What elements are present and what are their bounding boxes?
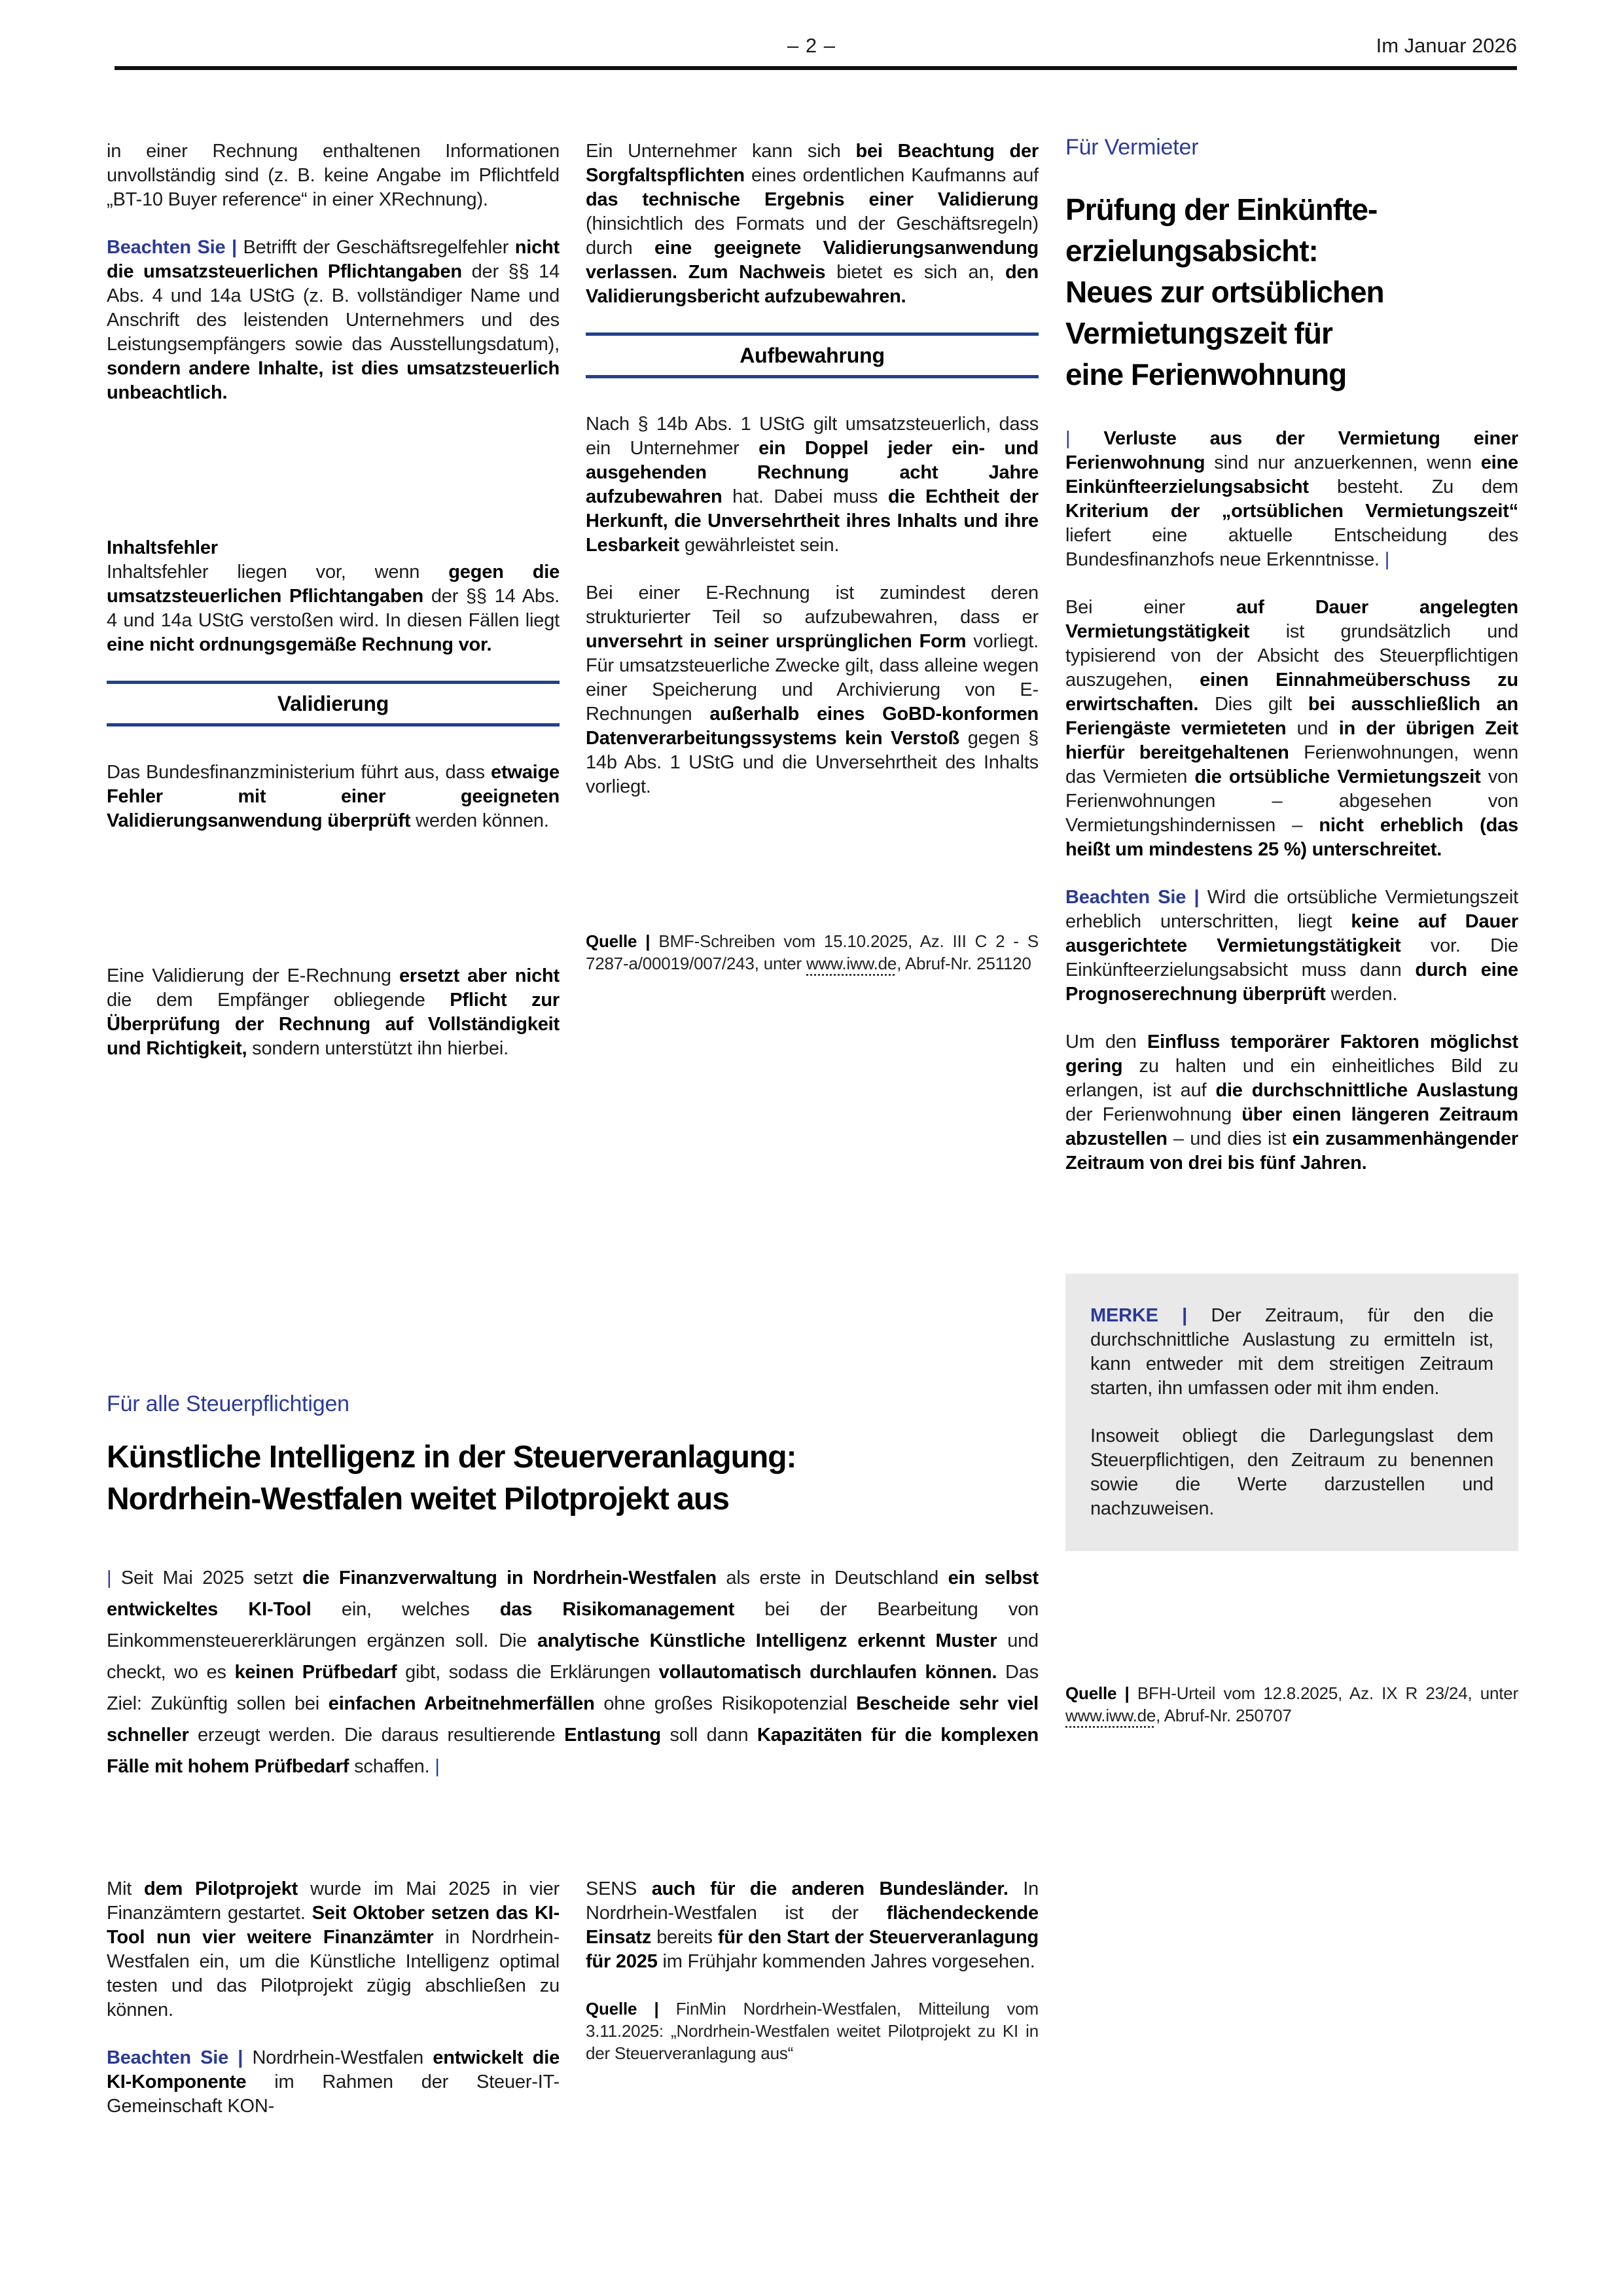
text-run: vollautomatisch durchlaufen können. <box>658 1662 1006 1683</box>
text-run: in der übrigen Zeit hierfür bereitgehaltenen <box>1065 718 1518 763</box>
text-run: entwickelt die KI-Komponente <box>107 2047 560 2092</box>
text-run: eines ordentlichen Kaufmanns auf <box>751 165 1039 186</box>
text-run: werden. <box>1330 984 1398 1005</box>
text-run: vor. Die Einkünfteerzielungsabsicht muss dann <box>1065 935 1518 980</box>
text-run: analytische Künstliche Intelligenz erkennt Muster <box>537 1630 1008 1651</box>
text-run: im Rahmen der Steuer-IT-Gemeinschaft KON- <box>107 2072 560 2117</box>
text-run: ein zusammenhängender Zeitraum von drei bis fünf Jahren. <box>1065 1128 1518 1174</box>
text-run: Einfluss temporärer Faktoren möglichst gering <box>1065 1031 1518 1077</box>
text-run: Seit Mai 2025 setzt <box>120 1568 303 1588</box>
text-run: Verluste aus der Vermietung einer Ferienwohnung <box>1065 428 1518 473</box>
text-run: Ferienwohnungen, wenn das Vermieten <box>1065 742 1518 787</box>
text-run: bei der Bearbeitung von Einkommensteuererklärungen ergänzen soll. Die <box>107 1599 1039 1651</box>
text-run: BMF-Schreiben vom 15.10.2025, Az. III C 2 - S 7287-a/00019/007/243, unter <box>586 931 1039 973</box>
source-line <box>1065 1682 1518 1727</box>
text-run: auch für die anderen Bundesländer. <box>651 1878 1024 1899</box>
text-run: durch eine Prognoserechnung überprüft <box>1065 960 1518 1005</box>
keyword-label: Beachten Sie | <box>107 237 243 258</box>
text-run: der §§ 14 Abs. 4 und 14a UStG verstoßen wird. In diesen Fällen liegt <box>107 586 560 631</box>
text-run: gewährleistet sein. <box>684 535 840 556</box>
text-run: der §§ 14 Abs. 4 und 14a UStG (z. B. vollständiger Name und Anschrift des leistenden Unternehmers und des Leistungsempfängers sowie das Ausstellungsdatum), <box>107 261 560 355</box>
text-run: eine geeignete Validierungsanwendung verlassen. Zum Nachweis <box>586 238 1039 283</box>
text-run: Wird die ortsübliche Vermietungszeit erheblich unterschritten, liegt <box>1065 887 1519 932</box>
text-run: hat. Dabei muss <box>732 486 889 507</box>
text-run: Um den <box>1065 1031 1147 1052</box>
text-run: und <box>1296 718 1339 739</box>
paragraph <box>1065 596 1518 862</box>
text-run: besteht. Zu dem <box>1336 476 1518 497</box>
text-run: erzeugt werden. Die daraus resultierende <box>198 1725 565 1746</box>
text-run: nicht erheblich (das heißt um mindestens 25 %) unterschreitet. <box>1065 815 1518 860</box>
text-run: eine nicht ordnungsgemäße Rechnung vor. <box>107 634 492 655</box>
column-left <box>107 139 560 1085</box>
article-headline: Prüfung der Einkünfte- erzielungsabsicht: Neues zur ortsüblichen Vermietungszeit für eine Ferienwohnung <box>1065 192 1384 391</box>
text-run: unversehrt in seiner ursprünglichen Form <box>586 631 974 652</box>
text-run: Kriterium der „ortsüblichen Vermietungszeit“ <box>1065 501 1518 522</box>
text-run: schaffen. <box>354 1756 435 1777</box>
paragraph <box>586 412 1039 558</box>
text-run: Ein Unternehmer kann sich <box>586 141 856 162</box>
merke-box <box>1065 1274 1518 1551</box>
category-label: Für alle Steuerpflichtigen <box>107 1391 349 1416</box>
text-run: das Risikomanagement <box>499 1599 765 1620</box>
source-line <box>586 1998 1039 2064</box>
text-run: die ortsübliche Vermietungszeit <box>1194 766 1488 787</box>
section-heading: Validierung <box>107 681 560 726</box>
text-run: die durchschnittliche Auslastung <box>1215 1080 1518 1101</box>
text-run: Dies gilt <box>1214 694 1308 715</box>
keyword-label: MERKE | <box>1090 1305 1211 1326</box>
text-run: Nach § 14b Abs. 1 UStG gilt umsatzsteuerlich, dass ein Unternehmer <box>586 414 1039 459</box>
text-run: ein, welches <box>341 1599 500 1620</box>
text-run: Bei einer E-Rechnung ist zumindest deren strukturierter Teil so aufzubewahren, dass er <box>586 583 1039 628</box>
text-run: | <box>107 1568 121 1588</box>
text-run: die Echtheit der Herkunft, die Unversehrtheit ihres Inhalts und ihre Lesbarkeit <box>586 486 1039 556</box>
text-run: im Frühjahr kommenden Jahres vorgesehen. <box>662 1951 1035 1972</box>
paragraph <box>107 1877 560 2022</box>
text-run: einfachen Arbeitnehmerfällen <box>328 1693 604 1714</box>
text-run: Nordrhein-Westfalen <box>252 2047 433 2068</box>
text-run: Entlastung <box>564 1725 670 1746</box>
text-run: soll dann <box>669 1725 757 1746</box>
page-number: – 2 – <box>787 34 836 57</box>
text-run: In Nordrhein-Westfalen ist der <box>586 1878 1039 1924</box>
column-right <box>1065 134 1518 1727</box>
keyword-label: Beachten Sie | <box>107 2047 253 2068</box>
text-run: für den Start der Steuerveranlagung für 2025 <box>586 1927 1039 1972</box>
paragraph <box>1090 1424 1493 1521</box>
article-ki-section <box>107 1391 1039 1806</box>
paragraph <box>1065 427 1518 572</box>
text-run: ein Doppel jeder ein- und ausgehenden Rechnung acht Jahre aufzubewahren <box>586 438 1039 507</box>
text-run: von Ferienwohnungen – abgesehen von Vermietungshindernissen – <box>1065 766 1518 836</box>
text-run: wurde im Mai 2025 in vier Finanzämtern gestartet. <box>107 1878 560 1924</box>
text-run: Insoweit obliegt die Darlegungslast dem Steuerpflichtigen, den Zeitraum zu benennen sowie die Werte darzustellen und nachzuweisen. <box>1090 1426 1493 1519</box>
text-run: dem Pilotprojekt <box>144 1878 311 1899</box>
text-run: Bescheide sehr viel schneller <box>107 1693 1039 1746</box>
text-run: Der Zeitraum, für den die durchschnittliche Auslastung zu ermitteln ist, kann entweder mit dem streitigen Zeitraum starten, ihn umfassen oder mit ihm enden. <box>1090 1305 1493 1399</box>
text-run: Das Ziel: Zukünftig sollen bei <box>107 1662 1039 1714</box>
paragraph <box>586 1877 1039 1974</box>
paragraph <box>586 581 1039 799</box>
paragraph <box>107 1562 1039 1782</box>
iww-link[interactable]: www.iww.de <box>806 954 897 973</box>
text-run: ein selbst entwickeltes KI-Tool <box>107 1568 1039 1620</box>
text-run: über einen längeren Zeitraum abzustellen <box>1065 1104 1519 1149</box>
text-run: bereits <box>656 1927 718 1948</box>
text-run: FinMin Nordrhein-Westfalen, Mitteilung vom 3.11.2025: „Nordrhein-Westfalen weitet Pilotprojekt zu KI in der Steuerveranlagung aus“ <box>586 1999 1039 2063</box>
text-run: Quelle | <box>586 1999 676 2018</box>
text-run: ohne großes Risikopotenzial <box>603 1693 857 1714</box>
text-run: eine Einkünfteerzielungsabsicht <box>1065 452 1518 497</box>
paragraph <box>107 964 560 1061</box>
paragraph <box>107 139 560 212</box>
text-run: gibt, sodass die Erklärungen <box>405 1662 659 1683</box>
text-run: | <box>1384 549 1390 570</box>
text-run: – und dies ist <box>1173 1128 1293 1149</box>
text-run: flächendeckende Einsatz <box>586 1903 1039 1948</box>
column-middle <box>586 139 1039 975</box>
text-run: , Abruf-Nr. 250707 <box>1156 1706 1292 1725</box>
paragraph <box>107 560 560 657</box>
text-run: in Nordrhein-Westfalen ein, um die Künstliche Intelligenz optimal testen und das Pilotprojekt zügig abschließen zu können. <box>107 1927 560 2020</box>
text-run: Betrifft der Geschäftsregelfehler <box>243 237 515 258</box>
text-run: Seit Oktober setzen das KI-Tool nun vier weitere Finanzämter <box>107 1903 560 1948</box>
text-run: den Validierungsbericht aufzubewahren. <box>586 262 1039 307</box>
text-run: sondern andere Inhalte, ist dies umsatzsteuerlich unbeachtlich. <box>107 358 560 403</box>
section-heading: Aufbewahrung <box>586 332 1039 378</box>
text-run: etwaige Fehler mit einer geeigneten Validierungsanwendung überprüft <box>107 762 560 831</box>
text-run: gegen die umsatzsteuerlichen Pflichtangaben <box>107 562 560 607</box>
text-run: SENS <box>586 1878 652 1899</box>
text-run: vorliegt. Für umsatzsteuerliche Zwecke gilt, dass alleine wegen einer Speicherung und Archivierung von E-Rechnungen <box>586 631 1039 725</box>
iww-link[interactable]: www.iww.de <box>1065 1706 1156 1725</box>
text-run: auf Dauer angelegten Vermietungstätigkeit <box>1065 597 1519 642</box>
paragraph <box>107 2046 560 2119</box>
paragraph <box>1065 1030 1518 1175</box>
text-run: ersetzt aber nicht <box>399 965 560 986</box>
text-run: einen Einnahmeüberschuss zu erwirtschaften. <box>1065 670 1519 715</box>
text-run: (hinsichtlich des Formats und der Geschäftsregeln) durch <box>586 213 1039 259</box>
text-run: Bei einer <box>1065 597 1236 618</box>
text-run: außerhalb eines GoBD-konformen Datenverarbeitungssystems kein Verstoß <box>586 704 1039 749</box>
text-run: BFH-Urteil vom 12.8.2025, Az. IX R 23/24, unter <box>1137 1683 1518 1703</box>
text-run: das technische Ergebnis einer Validierung <box>586 189 1039 210</box>
column-bottom-left <box>107 1877 560 2142</box>
text-run: Mit <box>107 1878 145 1899</box>
text-run: Das Bundesfinanzministerium führt aus, dass <box>107 762 491 783</box>
text-run: sondern unterstützt ihn hierbei. <box>252 1038 508 1059</box>
text-run: gegen § 14b Abs. 1 UStG und die Unversehrtheit des Inhalts vorliegt. <box>586 728 1039 797</box>
text-run: in einer Rechnung enthaltenen Informationen unvollständig sind (z. B. keine Angabe im Pflichtfeld „BT-10 Buyer reference“ in einer XRechnung). <box>107 141 560 210</box>
text-run: die Finanzverwaltung in Nordrhein-Westfalen <box>302 1568 726 1588</box>
text-run: die dem Empfänger obliegende <box>107 990 450 1011</box>
paragraph <box>586 139 1039 309</box>
text-run: und checkt, wo es <box>107 1630 1039 1683</box>
text-run: Inhaltsfehler liegen vor, wenn <box>107 562 449 583</box>
text-run: keine auf Dauer ausgerichtete Vermietungstätigkeit <box>1065 911 1518 956</box>
text-run: Eine Validierung der E-Rechnung <box>107 965 399 986</box>
text-run: als erste in Deutschland <box>726 1568 948 1588</box>
column-bottom-middle <box>586 1877 1039 2064</box>
article-headline: Künstliche Intelligenz in der Steuerveranlagung: Nordrhein-Westfalen weitet Pilotprojekt aus <box>107 1440 796 1516</box>
text-run: nicht die umsatzsteuerlichen Pflichtangaben <box>107 237 560 282</box>
text-run: bei Beachtung der Sorgfaltspflichten <box>586 141 1039 186</box>
subheading: Inhaltsfehler <box>107 537 218 558</box>
text-run: Quelle | <box>586 931 659 951</box>
text-run: werden können. <box>416 810 549 831</box>
text-run: keinen Prüfbedarf <box>234 1662 406 1683</box>
header-rule <box>115 66 1517 70</box>
category-label: Für Vermieter <box>1065 135 1199 160</box>
text-run: | <box>435 1756 440 1777</box>
paragraph <box>1090 1304 1493 1401</box>
text-run: zu halten und ein einheitliches Bild zu erlangen, ist auf <box>1065 1056 1518 1101</box>
text-run: , Abruf-Nr. 251120 <box>897 954 1031 973</box>
paragraph <box>107 236 560 405</box>
text-run: sind nur anzuerkennen, wenn <box>1214 452 1481 473</box>
text-run: der Ferienwohnung <box>1065 1104 1242 1125</box>
text-run: Quelle | <box>1065 1683 1137 1703</box>
source-line <box>586 930 1039 975</box>
text-run: bei ausschließlich an Feriengäste vermieteten <box>1065 694 1518 739</box>
text-run: ist grundsätzlich und typisierend von der Absicht des Steuerpflichtigen auszugehen, <box>1065 621 1519 691</box>
text-run: liefert eine aktuelle Entscheidung des Bundesfinanzhofs neue Erkenntnisse. <box>1065 525 1518 570</box>
text-run: Pflicht zur Überprüfung der Rechnung auf Vollständigkeit und Richtigkeit, <box>107 990 560 1059</box>
text-run: bietet es sich an, <box>836 262 1006 283</box>
paragraph <box>1065 886 1518 1007</box>
keyword-label: Beachten Sie | <box>1065 887 1207 908</box>
paragraph <box>107 761 560 833</box>
header-date: Im Januar 2026 <box>1376 34 1517 57</box>
text-run: Kapazitäten für die komplexen Fälle mit hohem Prüfbedarf <box>107 1725 1039 1777</box>
text-run: | <box>1065 428 1104 449</box>
